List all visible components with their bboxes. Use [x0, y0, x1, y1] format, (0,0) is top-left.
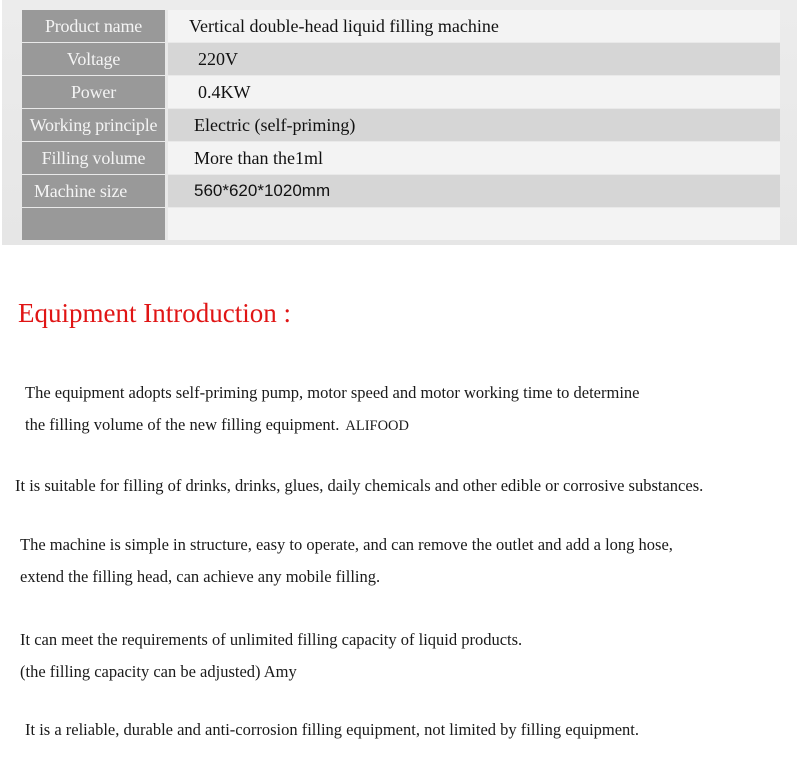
intro-paragraph-1: [25, 377, 640, 442]
spec-panel: [2, 0, 797, 245]
spec-label: Filling volume: [22, 142, 165, 174]
intro-paragraph-4: [20, 624, 522, 688]
intro-paragraph-5: [25, 714, 639, 746]
spec-row-machine-size: [22, 174, 780, 207]
paragraph-line: extend the filling head, can achieve any mobile filling.: [20, 567, 381, 586]
spec-value: [168, 208, 780, 240]
spec-value: 220V: [168, 43, 780, 75]
spec-row-filling-volume: [22, 141, 780, 174]
spec-value: Vertical double-head liquid filling machine: [168, 10, 780, 42]
spec-value: Electric (self-priming): [168, 109, 780, 141]
paragraph-line: It can meet the requirements of unlimited filling capacity of liquid products.: [20, 630, 523, 649]
spec-label: Voltage: [22, 43, 165, 75]
spec-row-power: [22, 75, 780, 108]
paragraph-line: It is suitable for filling of drinks, drinks, glues, daily chemicals and other edible or corrosive substances.: [15, 476, 704, 495]
spec-value: 560*620*1020mm: [168, 175, 780, 207]
spec-row-empty: [22, 207, 780, 240]
spec-label: Working principle: [22, 109, 165, 141]
paragraph-line: The machine is simple in structure, easy to operate, and can remove the outlet and add a long hose,: [20, 535, 673, 554]
spec-row-working-principle: [22, 108, 780, 141]
spec-row-voltage: [22, 42, 780, 75]
spec-label: [22, 208, 165, 240]
paragraph-line: (the filling capacity can be adjusted) Amy: [20, 662, 297, 681]
spec-value: More than the1ml: [168, 142, 780, 174]
spec-label: Product name: [22, 10, 165, 42]
paragraph-text: the filling volume of the new filling equipment.: [25, 415, 340, 434]
spec-row-product-name: [22, 10, 780, 42]
intro-paragraph-2: [15, 470, 703, 502]
spec-table: [22, 10, 780, 240]
brand-tag: ALIFOOD: [345, 418, 409, 434]
paragraph-line: The equipment adopts self-priming pump, motor speed and motor working time to determine: [25, 383, 640, 402]
spec-value: 0.4KW: [168, 76, 780, 108]
spec-label: Power: [22, 76, 165, 108]
spec-label: Machine size: [22, 175, 165, 207]
intro-paragraph-3: [20, 529, 673, 593]
paragraph-line: [25, 409, 640, 442]
paragraph-line: It is a reliable, durable and anti-corrosion filling equipment, not limited by filling equipment.: [25, 720, 640, 739]
section-title: Equipment Introduction :: [18, 298, 291, 328]
